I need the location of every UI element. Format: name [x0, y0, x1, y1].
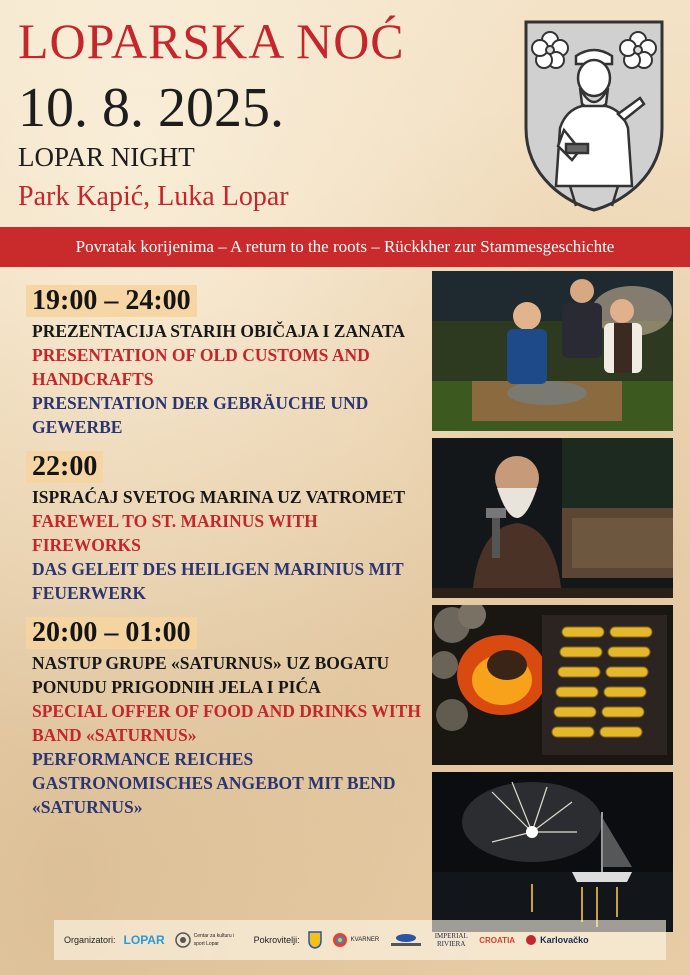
- event-title-en: FAREWEL TO ST. MARINUS WITH FIREWORKS: [32, 511, 318, 555]
- culture-centre-text: Centar za kulturu i sport Lopar: [193, 933, 235, 947]
- banner: [0, 227, 690, 267]
- kvarner-icon: [332, 932, 348, 948]
- event-title-hr: PREZENTACIJA STARIH OBIČAJA I ZANATA: [32, 321, 406, 341]
- county-crest-logo: [308, 931, 322, 949]
- event-item: [26, 285, 426, 439]
- county-tourism-icon: [389, 932, 423, 948]
- events-list: [26, 285, 426, 831]
- event-time: 19:00 – 24:00: [26, 285, 197, 317]
- event-title-de: DAS GELEIT DES HEILIGEN MARINIUS MIT FEUERWERK: [32, 559, 404, 603]
- photo-grilled-corn: [432, 605, 673, 765]
- lopar-logo-text: LOPAR: [123, 933, 165, 947]
- event-title-de: PERFORMANCE REICHES GASTRONOMISCHES ANGEBOT MIT BEND «SATURNUS»: [32, 749, 396, 817]
- organizers-label: Organizatori:: [64, 935, 116, 945]
- event-item: [26, 451, 426, 605]
- kvarner-logo-text: KVARNER: [350, 937, 380, 943]
- event-title-hr: ISPRAĆAJ SVETOG MARINA UZ VATROMET: [32, 487, 406, 507]
- imperial-riviera-text: IMPERIAL RIVIERA: [434, 932, 468, 948]
- sponsor-strip: [54, 920, 666, 960]
- subtitle: LOPAR NIGHT: [18, 142, 195, 172]
- karlovacko-logo: [525, 934, 589, 946]
- location: Park Kapić, Luka Lopar: [18, 181, 289, 212]
- karlovacko-logo-text: Karlovačko: [540, 935, 589, 945]
- photo-column: [432, 271, 673, 939]
- banner-text: Povratak korijenima – A return to the roots – Rückkher zur Stammesgeschichte: [75, 237, 615, 256]
- event-time: 20:00 – 01:00: [26, 617, 197, 649]
- lopar-logo: [124, 933, 165, 947]
- county-crest-icon: [308, 931, 322, 949]
- photo-millstone-children: [432, 271, 673, 431]
- sponsors-label: Pokrovitelji:: [253, 935, 300, 945]
- karlovacko-icon: [525, 934, 537, 946]
- culture-centre-logo: [175, 932, 240, 948]
- event-title-hr: NASTUP GRUPE «SATURNUS» UZ BOGATU PONUDU PRIGODNIH JELA I PIĆA: [32, 653, 390, 697]
- event-item: [26, 617, 426, 819]
- photo-old-craftsman: [432, 438, 673, 598]
- kvarner-logo: [332, 932, 380, 948]
- event-title-en: SPECIAL OFFER OF FOOD AND DRINKS WITH BAND «SATURNUS»: [32, 701, 421, 745]
- culture-centre-icon: [175, 932, 191, 948]
- event-time: 22:00: [26, 451, 103, 483]
- event-date: 10. 8. 2025.: [18, 77, 284, 139]
- county-tourism-logo: [389, 932, 423, 948]
- event-title-de: PRESENTATION DER GEBRÄUCHE UND GEWERBE: [32, 393, 369, 437]
- imperial-riviera-logo: [433, 932, 469, 948]
- title: LOPARSKA NOĆ: [18, 13, 405, 69]
- event-title-en: PRESENTATION OF OLD CUSTOMS AND HANDCRAFTS: [32, 345, 370, 389]
- photo-fireworks-boat: [432, 772, 673, 932]
- coat-of-arms-icon: [520, 18, 668, 213]
- croatia-logo-text: CROATIA: [479, 935, 516, 945]
- croatia-logo: [479, 936, 515, 945]
